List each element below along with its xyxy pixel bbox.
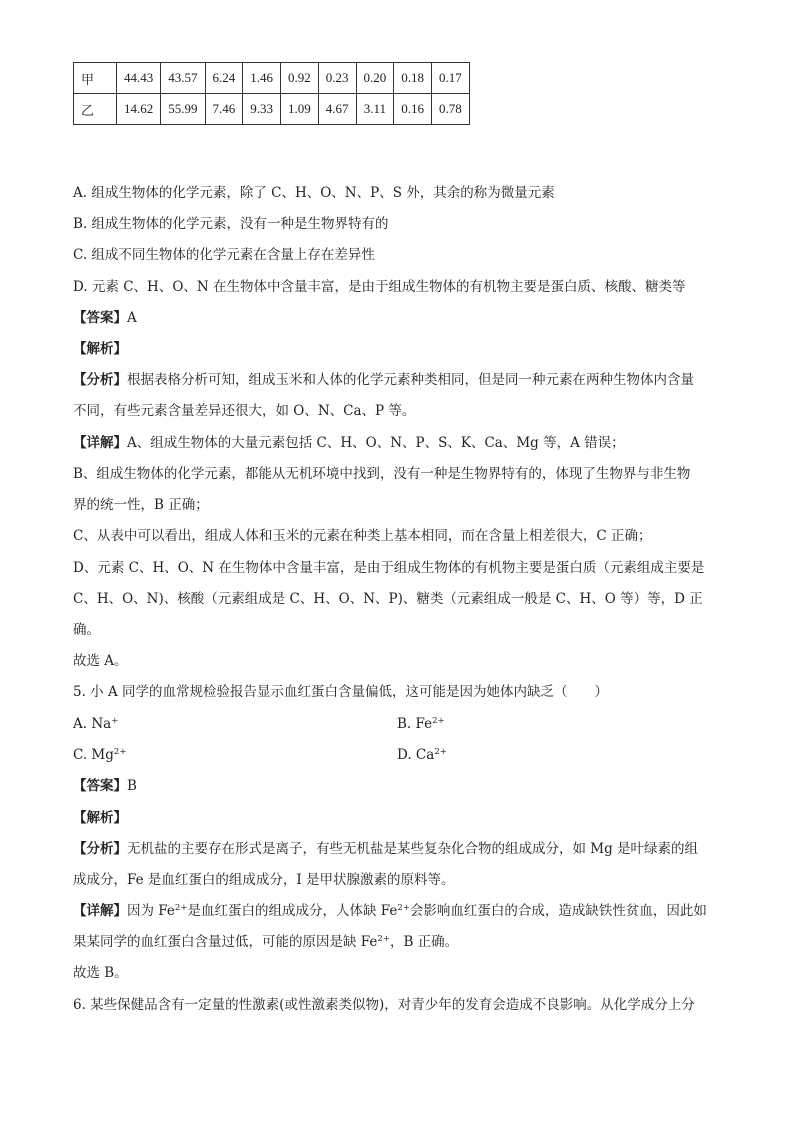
answer-value: A — [127, 310, 137, 326]
answer-tag: 【答案】 — [73, 310, 127, 326]
xiangjie-text: 是血红蛋白的组成成分，人体缺 Fe — [187, 903, 398, 919]
q4-xiangjie-line-4: C、从表中可以看出，组成人体和玉米的元素在种类上基本相同，而在含量上相差很大，C 正确； — [73, 528, 652, 544]
analysis-tag: 【解析】 — [73, 341, 127, 357]
q5-option-a — [73, 714, 118, 734]
row-label: 乙 — [74, 94, 117, 125]
q5-analysis-tag — [73, 808, 127, 828]
q4-xiangjie-line-5: D、元素 C、H、O、N 在生物体中含量丰富，是由于组成生物体的有机物主要是蛋白质（元素组成主要是 — [73, 560, 705, 576]
table-row — [74, 94, 470, 125]
q4-option-b: B. 组成生物体的化学元素，没有一种是生物界特有的 — [73, 216, 389, 232]
q4-fenxi-line-2: 不同，有些元素含量差异还很大，如 O、N、Ca、P 等。 — [73, 403, 416, 419]
q4-answer — [73, 308, 137, 328]
xiangjie-text: ，B 正确。 — [389, 934, 459, 950]
q5-conclusion: 故选 B。 — [73, 965, 128, 981]
opt-a-charge: + — [111, 716, 119, 726]
q5-xiangjie-line-1 — [73, 901, 707, 921]
fenxi-tag: 【分析】 — [73, 372, 127, 388]
opt-d-charge: 2+ — [434, 747, 447, 757]
q4-option-c: C. 组成不同生物体的化学元素在含量上存在差异性 — [73, 247, 375, 263]
q5-stem: 5. 小 A 同学的血常规检验报告显示血红蛋白含量偏低，这可能是因为她体内缺乏（ ） — [73, 684, 609, 700]
fe-charge: 2+ — [397, 903, 410, 913]
xiangjie-text: A、组成生物体的大量元素包括 C、H、O、N、P、S、K、Ca、Mg 等，A 错误； — [127, 435, 625, 451]
table-cell: 1.09 — [281, 94, 319, 125]
table-cell: 6.24 — [205, 63, 243, 94]
opt-c-text: C. Mg — [73, 747, 114, 763]
table-cell: 0.20 — [356, 63, 394, 94]
q4-option-d: D. 元素 C、H、O、N 在生物体中含量丰富，是由于组成生物体的有机物主要是蛋白质、核酸、糖类等 — [73, 279, 686, 295]
xiangjie-text: 果某同学的血红蛋白含量过低，可能的原因是缺 Fe — [73, 934, 378, 950]
table-cell: 0.17 — [432, 63, 470, 94]
opt-b-text: B. Fe — [397, 716, 433, 732]
table-cell: 43.57 — [161, 63, 205, 94]
table-cell: 0.16 — [394, 94, 432, 125]
table-row — [74, 63, 470, 94]
row-label: 甲 — [74, 63, 117, 94]
q4-xiangjie-line-7: 确。 — [73, 622, 100, 638]
fenxi-tag: 【分析】 — [73, 841, 127, 857]
q5-option-b — [397, 714, 445, 734]
fe-charge: 2+ — [174, 903, 188, 913]
fenxi-text: 根据表格分析可知，组成玉米和人体的化学元素种类相同，但是同一种元素在两种生物体内含量 — [127, 372, 694, 388]
table-cell: 0.78 — [432, 94, 470, 125]
xiangjie-text: 因为 Fe — [127, 903, 175, 919]
table-cell: 44.43 — [117, 63, 161, 94]
opt-b-charge: 2+ — [432, 716, 445, 726]
q4-xiangjie-line-1 — [73, 433, 625, 453]
q4-fenxi-line-1 — [73, 370, 694, 390]
table-cell: 14.62 — [117, 94, 161, 125]
q4-xiangjie-line-6: C、H、O、N)、核酸（元素组成是 C、H、O、N、P)、糖类（元素组成一般是 C、H、O 等）等，D 正 — [73, 591, 703, 607]
table-cell: 0.92 — [281, 63, 319, 94]
table-cell: 55.99 — [161, 94, 205, 125]
opt-d-text: D. Ca — [397, 747, 435, 763]
table-cell: 1.46 — [243, 63, 281, 94]
opt-c-charge: 2+ — [113, 747, 127, 757]
fenxi-text: 无机盐的主要存在形式是离子，有些无机盐是某些复杂化合物的组成成分，如 Mg 是叶绿素的组 — [127, 841, 699, 857]
q5-option-c — [73, 745, 126, 765]
q5-answer — [73, 776, 137, 796]
q4-conclusion: 故选 A。 — [73, 653, 128, 669]
xiangjie-tag: 【详解】 — [73, 435, 127, 451]
q5-option-d — [397, 745, 447, 765]
q4-xiangjie-line-3: 界的统一性，B 正确； — [73, 497, 209, 513]
answer-value: B — [127, 778, 137, 794]
xiangjie-tag: 【详解】 — [73, 903, 127, 919]
table-cell: 3.11 — [356, 94, 394, 125]
q4-option-a: A. 组成生物体的化学元素，除了 C、H、O、N、P、S 外，其余的称为微量元素 — [73, 185, 555, 201]
q5-xiangjie-line-2 — [73, 932, 458, 952]
table-cell: 0.18 — [394, 63, 432, 94]
fe-charge: 2+ — [377, 934, 390, 944]
element-content-table — [73, 62, 470, 125]
xiangjie-text: 会影响血红蛋白的合成，造成缺铁性贫血，因此如 — [409, 903, 707, 919]
table-cell: 9.33 — [243, 94, 281, 125]
q5-fenxi-line-1 — [73, 839, 698, 859]
answer-tag: 【答案】 — [73, 778, 127, 794]
table-cell: 4.67 — [318, 94, 356, 125]
q4-analysis-tag — [73, 339, 127, 359]
analysis-tag: 【解析】 — [73, 810, 127, 826]
table-cell: 7.46 — [205, 94, 243, 125]
opt-a-text: A. Na — [73, 716, 112, 732]
q6-stem: 6. 某些保健品含有一定量的性激素(或性激素类似物)，对青少年的发育会造成不良影响。从化学成分上分 — [73, 997, 695, 1013]
table-cell: 0.23 — [318, 63, 356, 94]
q4-xiangjie-line-2: B、组成生物体的化学元素，都能从无机环境中找到，没有一种是生物界特有的，体现了生物界与非生物 — [73, 466, 691, 482]
q5-fenxi-line-2: 成成分，Fe 是血红蛋白的组成成分，I 是甲状腺激素的原料等。 — [73, 872, 455, 888]
